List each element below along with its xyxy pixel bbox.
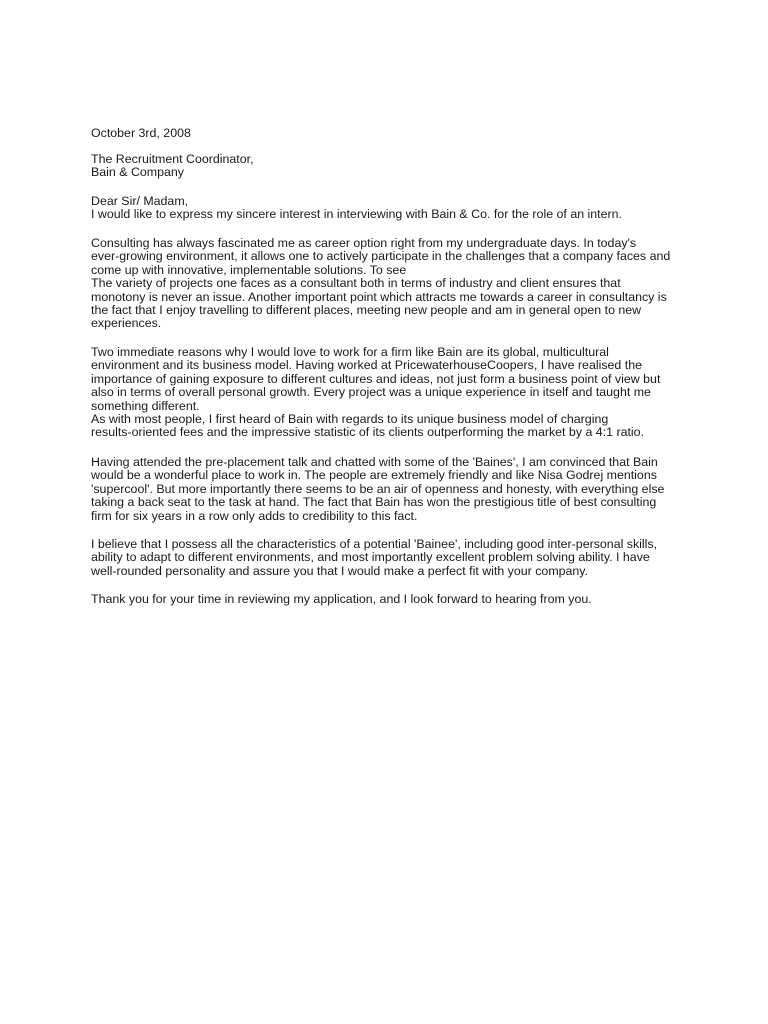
text-line: Having attended the pre-placement talk and chatted with some of the 'Baines', I am convinced that Bain bbox=[91, 455, 658, 469]
salutation-line: Dear Sir/ Madam, bbox=[91, 194, 189, 208]
recipient-block bbox=[91, 153, 254, 180]
text-line: importance of gaining exposure to different cultures and ideas, not just form a business point of view but bbox=[91, 371, 661, 386]
paragraph-placement-talk bbox=[91, 456, 664, 523]
salutation-block bbox=[91, 195, 622, 222]
text-line: Consulting has always fascinated me as career option right from my undergraduate days. In today's bbox=[91, 236, 637, 250]
text-line: firm for six years in a row only adds to credibility to this fact. bbox=[91, 508, 418, 523]
text-line: Two immediate reasons why I would love to work for a firm like Bain are its global, multicultural bbox=[91, 345, 609, 359]
text-line: well-rounded personality and assure you that I would make a perfect fit with your company. bbox=[91, 563, 589, 578]
text-line: ever-growing environment, it allows one to actively participate in the challenges that a company faces and bbox=[91, 249, 671, 264]
text-line: I believe that I possess all the characteristics of a potential 'Bainee', including good inter-personal skills, bbox=[91, 537, 658, 551]
text-line: As with most people, I first heard of Bain with regards to its unique business model of charging bbox=[91, 411, 609, 426]
text-line: monotony is never an issue. Another important point which attracts me towards a career in consultancy is bbox=[91, 289, 667, 304]
text-line: something different. bbox=[91, 398, 200, 413]
paragraph-characteristics bbox=[91, 538, 657, 578]
paragraph-closing bbox=[91, 593, 592, 606]
intro-line: I would like to express my sincere interest in interviewing with Bain & Co. for the role of an intern. bbox=[91, 207, 622, 222]
letter-date bbox=[91, 127, 191, 140]
text-line: also in terms of overall personal growth. Every project was a unique experience in itself and taught me bbox=[91, 385, 651, 400]
text-line: come up with innovative, implementable solutions. To see bbox=[91, 262, 407, 277]
recipient-line: The Recruitment Coordinator, bbox=[91, 152, 254, 166]
text-line: ability to adapt to different environments, and most importantly excellent problem solving ability. I have bbox=[91, 550, 650, 565]
text-line: the fact that I enjoy travelling to different places, meeting new people and am in general open to new bbox=[91, 302, 642, 317]
date-line: October 3rd, 2008 bbox=[91, 126, 191, 140]
text-line: Thank you for your time in reviewing my application, and I look forward to hearing from you. bbox=[91, 592, 592, 606]
text-line: taking a back seat to the task at hand. The fact that Bain has won the prestigious title of best consulting bbox=[91, 495, 657, 510]
text-line: experiences. bbox=[91, 316, 162, 331]
paragraph-consulting bbox=[91, 237, 670, 331]
text-line: results-oriented fees and the impressive statistic of its clients outperforming the market by a 4:1 ratio. bbox=[91, 425, 645, 440]
recipient-line: Bain & Company bbox=[91, 165, 184, 180]
text-line: would be a wonderful place to work in. The people are extremely friendly and like Nisa Godrej mentions bbox=[91, 468, 657, 483]
text-line: 'supercool'. But more importantly there seems to be an air of openness and honesty, with everything else bbox=[91, 481, 665, 496]
text-line: environment and its business model. Having worked at PricewaterhouseCoopers, I have realised the bbox=[91, 358, 642, 373]
text-line: The variety of projects one faces as a consultant both in terms of industry and client ensures that bbox=[91, 276, 621, 291]
paragraph-reasons bbox=[91, 346, 660, 440]
